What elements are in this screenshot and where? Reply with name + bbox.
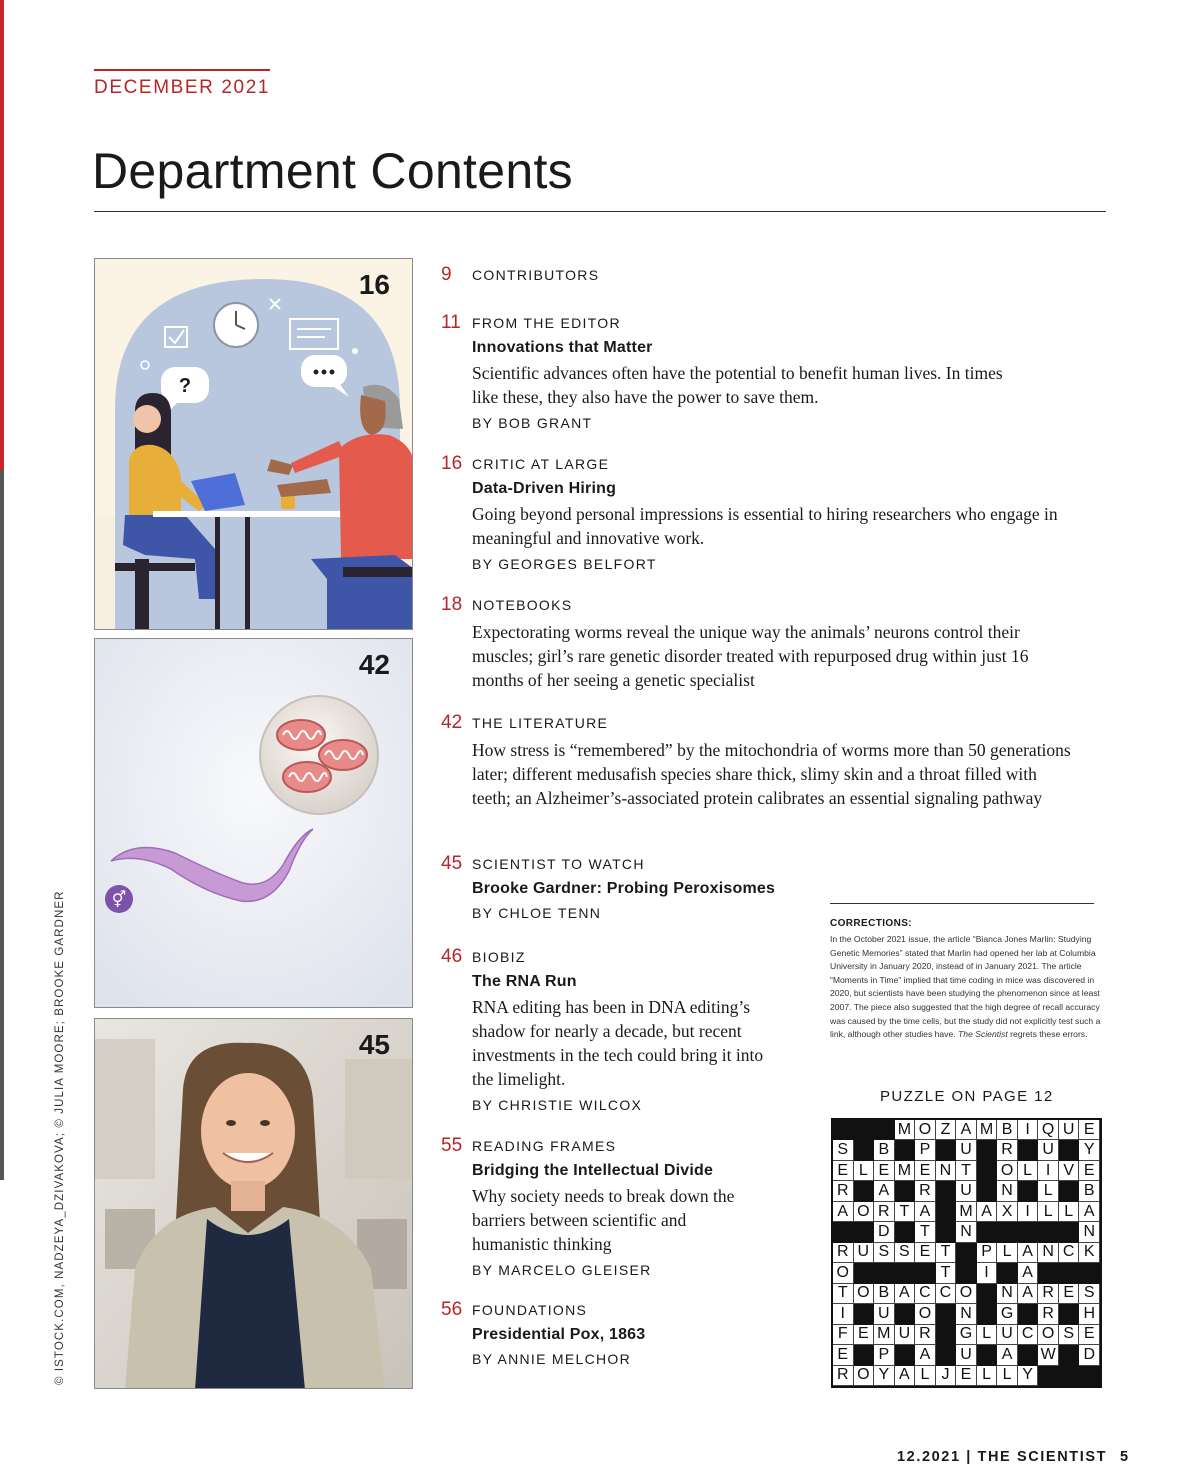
crossword-black-cell xyxy=(1059,1140,1080,1160)
svg-text:?: ? xyxy=(178,375,192,397)
crossword-letter-cell: T xyxy=(956,1161,977,1181)
toc-entry-foundations xyxy=(441,1299,781,1367)
toc-head xyxy=(441,1299,781,1321)
toc-section-label: BIOBIZ xyxy=(472,949,526,965)
crossword-black-cell xyxy=(936,1140,957,1160)
toc-entry-contributors xyxy=(441,264,1081,286)
crossword-letter-cell: B xyxy=(1079,1181,1100,1201)
crossword-letter-cell: L xyxy=(977,1366,998,1386)
crossword-black-cell xyxy=(1079,1366,1100,1386)
crossword-black-cell xyxy=(1059,1181,1080,1201)
crossword-black-cell xyxy=(1059,1222,1080,1242)
toc-body xyxy=(472,973,781,1113)
crossword-black-cell xyxy=(1059,1345,1080,1365)
crossword-letter-cell: E xyxy=(915,1243,936,1263)
date-rule xyxy=(94,69,270,71)
crossword-letter-cell: A xyxy=(1079,1202,1100,1222)
photo-credit: © ISTOCK.COM, NADZEYA_DZIVAKOVA; © JULIA MOORE; BROOKE GARDNER xyxy=(54,890,66,1385)
corrections-text xyxy=(830,933,1108,1042)
crossword-letter-cell: M xyxy=(895,1120,916,1140)
issue-date: DECEMBER 2021 xyxy=(94,77,271,98)
crossword-letter-cell: E xyxy=(1079,1161,1100,1181)
crossword-letter-cell: L xyxy=(1059,1202,1080,1222)
crossword-black-cell xyxy=(1018,1304,1039,1324)
toc-body xyxy=(472,1326,781,1367)
crossword-letter-cell: I xyxy=(1038,1161,1059,1181)
crossword-black-cell xyxy=(956,1263,977,1283)
crossword-letter-cell: U xyxy=(1038,1140,1059,1160)
crossword-black-cell xyxy=(936,1181,957,1201)
crossword-letter-cell: F xyxy=(833,1325,854,1345)
toc-section-label: THE LITERATURE xyxy=(472,715,609,731)
crossword-black-cell xyxy=(854,1263,875,1283)
toc-description: Why society needs to break down the barriers between scientific and humanistic thinking xyxy=(472,1186,735,1254)
crossword-black-cell xyxy=(1079,1263,1100,1283)
crossword-letter-cell: I xyxy=(977,1263,998,1283)
crossword-letter-cell: E xyxy=(1059,1284,1080,1304)
hiring-illustration xyxy=(95,259,413,630)
crossword-black-cell xyxy=(977,1345,998,1365)
crossword-black-cell xyxy=(977,1222,998,1242)
crossword-letter-cell: E xyxy=(833,1161,854,1181)
crossword-black-cell xyxy=(895,1304,916,1324)
crossword-letter-cell: R xyxy=(833,1181,854,1201)
crossword-letter-cell: O xyxy=(956,1284,977,1304)
left-edge-accent-dark xyxy=(0,470,4,1180)
toc-description: RNA editing has been in DNA editing’s shadow for nearly a decade, but recent investments in the tech could bring it into the limelight. xyxy=(472,997,764,1089)
crossword-letter-cell: L xyxy=(1018,1161,1039,1181)
toc-page-number: 46 xyxy=(441,946,463,967)
crossword-letter-cell: O xyxy=(1038,1325,1059,1345)
crossword-letter-cell: E xyxy=(915,1161,936,1181)
toc-body xyxy=(472,1162,781,1278)
crossword-letter-cell: R xyxy=(874,1202,895,1222)
toc-body xyxy=(472,738,1081,810)
crossword-black-cell xyxy=(854,1140,875,1160)
toc-head xyxy=(441,712,1081,734)
toc-section-label: CONTRIBUTORS xyxy=(472,267,600,283)
crossword-letter-cell: S xyxy=(1079,1284,1100,1304)
crossword-letter-cell: L xyxy=(854,1161,875,1181)
toc-page-number: 56 xyxy=(441,1299,463,1320)
crossword-letter-cell: U xyxy=(956,1140,977,1160)
puzzle-label: PUZZLE ON PAGE 12 xyxy=(880,1088,1054,1105)
crossword-letter-cell: G xyxy=(997,1304,1018,1324)
toc-head xyxy=(441,1135,781,1157)
panel-literature-illustration xyxy=(94,638,413,1008)
crossword-letter-cell: L xyxy=(997,1366,1018,1386)
crossword-black-cell xyxy=(854,1120,875,1140)
crossword-letter-cell: N xyxy=(997,1284,1018,1304)
crossword-black-cell xyxy=(854,1345,875,1365)
crossword-letter-cell: O xyxy=(915,1304,936,1324)
crossword-black-cell xyxy=(1059,1366,1080,1386)
crossword-letter-cell: A xyxy=(997,1345,1018,1365)
crossword-letter-cell: V xyxy=(1059,1161,1080,1181)
crossword-black-cell xyxy=(895,1181,916,1201)
crossword-letter-cell: U xyxy=(854,1243,875,1263)
crossword-letter-cell: U xyxy=(956,1181,977,1201)
toc-section-label: FOUNDATIONS xyxy=(472,1302,588,1318)
toc-head xyxy=(441,594,1081,616)
crossword-letter-cell: L xyxy=(1038,1202,1059,1222)
crossword-letter-cell: S xyxy=(895,1243,916,1263)
crossword-black-cell xyxy=(854,1304,875,1324)
crossword-black-cell xyxy=(956,1243,977,1263)
crossword-letter-cell: P xyxy=(915,1140,936,1160)
crossword-black-cell xyxy=(1038,1263,1059,1283)
panel-page-number: 16 xyxy=(358,269,390,300)
crossword-letter-cell: M xyxy=(895,1161,916,1181)
crossword-black-cell xyxy=(977,1284,998,1304)
crossword-black-cell xyxy=(1018,1181,1039,1201)
crossword-letter-cell: N xyxy=(956,1304,977,1324)
toc-section-label: SCIENTIST TO WATCH xyxy=(472,856,645,872)
crossword-black-cell xyxy=(895,1140,916,1160)
toc-body xyxy=(472,620,1081,692)
crossword-letter-cell: D xyxy=(874,1222,895,1242)
crossword-letter-cell: Q xyxy=(1038,1120,1059,1140)
crossword-black-cell xyxy=(1038,1222,1059,1242)
corrections-heading: CORRECTIONS: xyxy=(830,918,913,929)
toc-body xyxy=(472,339,1081,431)
toc-byline: BY CHLOE TENN xyxy=(472,905,602,921)
crossword-letter-cell: S xyxy=(874,1243,895,1263)
toc-description: Scientific advances often have the potential to benefit human lives. In times like these, they also have the power to save them. xyxy=(472,363,1003,407)
toc-page-number: 16 xyxy=(441,453,463,474)
crossword-letter-cell: C xyxy=(1018,1325,1039,1345)
crossword-letter-cell: M xyxy=(874,1325,895,1345)
toc-page-number: 18 xyxy=(441,594,463,615)
crossword-letter-cell: L xyxy=(977,1325,998,1345)
toc-byline: BY GEORGES BELFORT xyxy=(472,556,657,572)
crossword-letter-cell: A xyxy=(1018,1284,1039,1304)
crossword-grid xyxy=(831,1118,1102,1388)
crossword-letter-cell: A xyxy=(915,1202,936,1222)
crossword-black-cell xyxy=(895,1263,916,1283)
crossword-black-cell xyxy=(874,1263,895,1283)
crossword-letter-cell: B xyxy=(997,1120,1018,1140)
crossword-letter-cell: E xyxy=(874,1161,895,1181)
toc-description: Expectorating worms reveal the unique way the animals’ neurons control their muscles; girl’s rare genetic disorder treated with repurposed drug within just 16 months of her seeing a genetic specialist xyxy=(472,622,1029,690)
crossword-letter-cell: T xyxy=(915,1222,936,1242)
toc-entry-biobiz xyxy=(441,946,781,1113)
crossword-letter-cell: T xyxy=(895,1202,916,1222)
crossword-letter-cell: L xyxy=(915,1366,936,1386)
crossword-black-cell xyxy=(1059,1263,1080,1283)
crossword-letter-cell: Y xyxy=(1079,1140,1100,1160)
crossword-black-cell xyxy=(997,1263,1018,1283)
crossword-black-cell xyxy=(977,1304,998,1324)
toc-head xyxy=(441,312,1081,334)
toc-entry-critic-at-large xyxy=(441,453,1081,572)
crossword-letter-cell: A xyxy=(895,1366,916,1386)
crossword-letter-cell: O xyxy=(854,1284,875,1304)
toc-section-label: CRITIC AT LARGE xyxy=(472,456,610,472)
page-title: Department Contents xyxy=(92,143,573,199)
crossword-black-cell xyxy=(833,1222,854,1242)
crossword-black-cell xyxy=(833,1120,854,1140)
crossword-letter-cell: A xyxy=(1018,1243,1039,1263)
crossword-letter-cell: A xyxy=(833,1202,854,1222)
crossword-black-cell xyxy=(1038,1366,1059,1386)
toc-entry-reading-frames xyxy=(441,1135,781,1278)
crossword-black-cell xyxy=(854,1222,875,1242)
toc-entry-from-the-editor xyxy=(441,312,1081,431)
crossword-letter-cell: A xyxy=(956,1120,977,1140)
toc-article-title: Bridging the Intellectual Divide xyxy=(472,1162,714,1179)
crossword-black-cell xyxy=(997,1222,1018,1242)
corrections-body: In the October 2021 issue, the article “Bianca Jones Marlin: Studying Genetic Memories” stated that Marlin had opened her lab at Columbia University in January 2020, instead of in January 2021. The article “Moments in Time” implied that time coding in mice was discovered in 2020, but scientists have been studying the phenomenon since at least 2007. The piece also suggested that the high degree of recall accuracy was caused by the time cells, but the study did not explicitly test such a link, although other studies have. xyxy=(830,934,1101,1040)
crossword-black-cell xyxy=(1059,1304,1080,1324)
crossword-letter-cell: O xyxy=(833,1263,854,1283)
toc-byline: BY ANNIE MELCHOR xyxy=(472,1351,632,1367)
panel-scientist-photo xyxy=(94,1018,413,1389)
crossword-black-cell xyxy=(936,1202,957,1222)
crossword-black-cell xyxy=(895,1345,916,1365)
corrections-rule xyxy=(830,903,1094,904)
crossword-letter-cell: A xyxy=(874,1181,895,1201)
crossword-letter-cell: N xyxy=(997,1181,1018,1201)
toc-head xyxy=(441,946,781,968)
crossword-letter-cell: R xyxy=(1038,1304,1059,1324)
toc-byline: BY BOB GRANT xyxy=(472,415,593,431)
crossword-black-cell xyxy=(1018,1345,1039,1365)
crossword-letter-cell: C xyxy=(936,1284,957,1304)
toc-byline: BY CHRISTIE WILCOX xyxy=(472,1097,643,1113)
crossword-letter-cell: O xyxy=(854,1366,875,1386)
crossword-letter-cell: N xyxy=(956,1222,977,1242)
crossword-letter-cell: E xyxy=(833,1345,854,1365)
crossword-black-cell xyxy=(936,1304,957,1324)
panel-hiring-illustration xyxy=(94,258,413,630)
toc-entry-notebooks xyxy=(441,594,1081,692)
toc-section-label: FROM THE EDITOR xyxy=(472,315,621,331)
corrections-publication: The Scientist xyxy=(958,1029,1008,1040)
crossword-black-cell xyxy=(874,1120,895,1140)
crossword-letter-cell: R xyxy=(1038,1284,1059,1304)
crossword-letter-cell: K xyxy=(1079,1243,1100,1263)
crossword-letter-cell: P xyxy=(977,1243,998,1263)
crossword-letter-cell: A xyxy=(977,1202,998,1222)
svg-text:⚥: ⚥ xyxy=(111,890,127,909)
crossword-letter-cell: R xyxy=(915,1181,936,1201)
crossword-black-cell xyxy=(1018,1140,1039,1160)
toc-section-label: NOTEBOOKS xyxy=(472,597,573,613)
title-divider xyxy=(94,211,1106,212)
crossword-letter-cell: U xyxy=(1059,1120,1080,1140)
crossword-black-cell xyxy=(936,1345,957,1365)
crossword-letter-cell: S xyxy=(833,1140,854,1160)
page-number: 5 xyxy=(1120,1449,1129,1465)
crossword-letter-cell: D xyxy=(1079,1345,1100,1365)
crossword-letter-cell: R xyxy=(915,1325,936,1345)
crossword-black-cell xyxy=(936,1222,957,1242)
toc-article-title: Brooke Gardner: Probing Peroxisomes xyxy=(472,880,776,897)
toc-page-number: 45 xyxy=(441,853,463,874)
crossword-letter-cell: G xyxy=(956,1325,977,1345)
toc-head xyxy=(441,264,1081,286)
crossword-letter-cell: B xyxy=(874,1284,895,1304)
crossword-black-cell xyxy=(977,1161,998,1181)
toc-section-label: READING FRAMES xyxy=(472,1138,617,1154)
crossword-letter-cell: B xyxy=(874,1140,895,1160)
crossword-letter-cell: S xyxy=(1059,1325,1080,1345)
crossword-letter-cell: Y xyxy=(1018,1366,1039,1386)
corrections-closing: regrets these errors. xyxy=(1007,1029,1088,1040)
crossword-black-cell xyxy=(936,1325,957,1345)
crossword-letter-cell: L xyxy=(997,1243,1018,1263)
crossword-letter-cell: R xyxy=(997,1140,1018,1160)
toc-article-title: Innovations that Matter xyxy=(472,339,653,356)
toc-head xyxy=(441,853,1081,875)
toc-description: Going beyond personal impressions is essential to hiring researchers who engage in meaningful and innovative work. xyxy=(472,504,1058,548)
crossword-letter-cell: X xyxy=(997,1202,1018,1222)
crossword-letter-cell: Y xyxy=(874,1366,895,1386)
crossword-letter-cell: O xyxy=(915,1120,936,1140)
crossword-letter-cell: C xyxy=(915,1284,936,1304)
crossword-letter-cell: N xyxy=(1038,1243,1059,1263)
crossword-letter-cell: N xyxy=(936,1161,957,1181)
toc-page-number: 55 xyxy=(441,1135,463,1156)
crossword-letter-cell: A xyxy=(895,1284,916,1304)
crossword-letter-cell: N xyxy=(1079,1222,1100,1242)
crossword-black-cell xyxy=(1018,1222,1039,1242)
crossword-letter-cell: U xyxy=(956,1345,977,1365)
crossword-letter-cell: M xyxy=(977,1120,998,1140)
crossword-letter-cell: T xyxy=(936,1263,957,1283)
crossword-black-cell xyxy=(854,1181,875,1201)
crossword-black-cell xyxy=(977,1181,998,1201)
crossword-letter-cell: O xyxy=(854,1202,875,1222)
toc-head xyxy=(441,453,1081,475)
crossword-letter-cell: J xyxy=(936,1366,957,1386)
toc-page-number: 9 xyxy=(441,264,452,285)
crossword-letter-cell: I xyxy=(1018,1120,1039,1140)
panel-page-number: 45 xyxy=(358,1029,390,1060)
crossword-letter-cell: Z xyxy=(936,1120,957,1140)
toc-article-title: The RNA Run xyxy=(472,973,577,990)
toc-body xyxy=(472,480,1081,572)
crossword-letter-cell: U xyxy=(997,1325,1018,1345)
crossword-letter-cell: H xyxy=(1079,1304,1100,1324)
crossword-letter-cell: L xyxy=(1038,1181,1059,1201)
crossword-letter-cell: I xyxy=(1018,1202,1039,1222)
crossword-letter-cell: M xyxy=(956,1202,977,1222)
crossword-letter-cell: R xyxy=(833,1366,854,1386)
toc-page-number: 11 xyxy=(441,312,461,333)
worm-mitochondria-illustration xyxy=(95,639,413,1008)
toc-entry-scientist-to-watch xyxy=(441,853,1081,921)
crossword-black-cell xyxy=(895,1222,916,1242)
crossword-letter-cell: W xyxy=(1038,1345,1059,1365)
crossword-letter-cell: O xyxy=(997,1161,1018,1181)
crossword-letter-cell: I xyxy=(833,1304,854,1324)
panel-page-number: 42 xyxy=(358,649,390,680)
toc-description: How stress is “remembered” by the mitochondria of worms more than 50 generations later; different medusafish species share thick, slimy skin and a throat filled with teeth; an Alzheimer’s-associated protein calibrates an essential signaling pathway xyxy=(472,740,1071,808)
crossword-letter-cell: E xyxy=(1079,1120,1100,1140)
crossword-letter-cell: U xyxy=(895,1325,916,1345)
crossword-black-cell xyxy=(915,1263,936,1283)
crossword-letter-cell: A xyxy=(915,1345,936,1365)
toc-article-title: Presidential Pox, 1863 xyxy=(472,1326,646,1343)
crossword-letter-cell: T xyxy=(936,1243,957,1263)
toc-article-title: Data-Driven Hiring xyxy=(472,480,617,497)
toc-byline: BY MARCELO GLEISER xyxy=(472,1262,652,1278)
toc-page-number: 42 xyxy=(441,712,463,733)
crossword-letter-cell: R xyxy=(833,1243,854,1263)
crossword-letter-cell: P xyxy=(874,1345,895,1365)
crossword-black-cell xyxy=(977,1140,998,1160)
crossword-letter-cell: A xyxy=(1018,1263,1039,1283)
scientist-portrait xyxy=(95,1019,413,1389)
footer-issue: 12.2021 | THE SCIENTIST xyxy=(897,1449,1108,1465)
crossword-letter-cell: T xyxy=(833,1284,854,1304)
toc-body xyxy=(472,880,1081,921)
crossword-letter-cell: E xyxy=(956,1366,977,1386)
crossword-letter-cell: C xyxy=(1059,1243,1080,1263)
crossword-letter-cell: U xyxy=(874,1304,895,1324)
toc-entry-the-literature xyxy=(441,712,1081,810)
crossword-letter-cell: E xyxy=(1079,1325,1100,1345)
crossword-letter-cell: E xyxy=(854,1325,875,1345)
